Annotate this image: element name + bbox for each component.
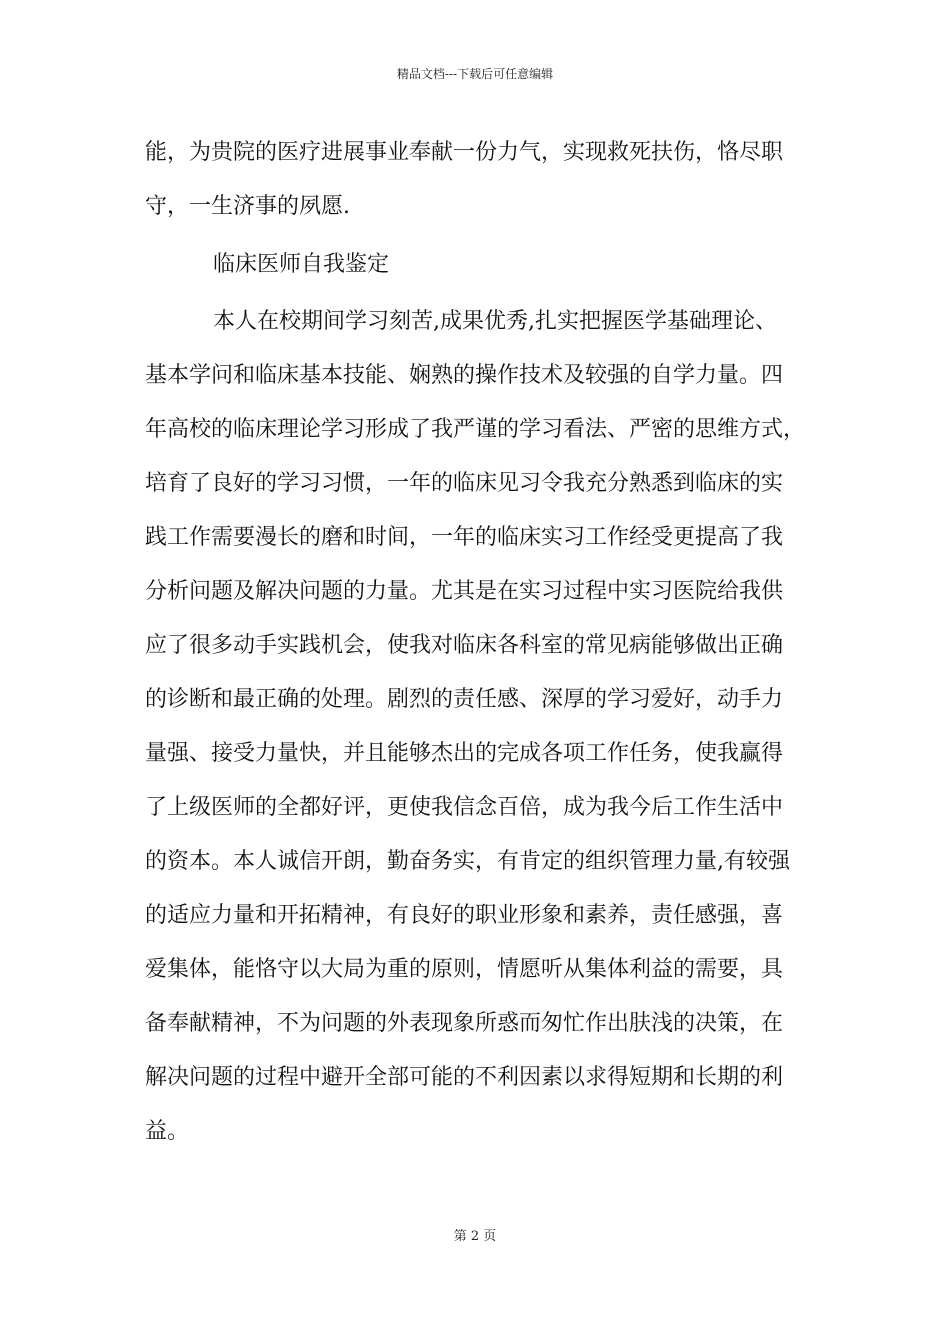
- paragraph-line: 守，一生济事的夙愿.: [145, 194, 350, 219]
- paragraph-line: 了上级医师的全都好评，更使我信念百倍，成为我今后工作生活中: [145, 795, 784, 820]
- paragraph-line: 的适应力量和开拓精神，有良好的职业形象和素养，责任感强，喜: [145, 903, 784, 928]
- page-number: 第 2 页: [453, 1229, 497, 1244]
- paragraph-line: 的诊断和最正确的处理。剧烈的责任感、深厚的学习爱好，动手力: [145, 687, 784, 712]
- paragraph-line: 解决问题的过程中避开全部可能的不利因素以求得短期和长期的利: [145, 1065, 784, 1090]
- paragraph-line: 量强、接受力量快，并且能够杰出的完成各项工作任务，使我赢得: [145, 741, 784, 766]
- paragraph-line: 备奉献精神，不为问题的外表现象所惑而匆忙作出肤浅的决策，在: [145, 1011, 784, 1036]
- paragraph-line: 能，为贵院的医疗进展事业奉献一份力气，实现救死扶伤，恪尽职: [145, 140, 784, 165]
- main-paragraph: [145, 295, 825, 1159]
- page-header: 精品文档---下载后可任意编辑: [396, 67, 554, 81]
- paragraph-line: 培育了良好的学习习惯，一年的临床见习令我充分熟悉到临床的实: [145, 471, 784, 496]
- paragraph-line: 本人在校期间学习刻苦,成果优秀,扎实把握医学基础理论、: [213, 309, 777, 334]
- paragraph-line: 年高校的临床理论学习形成了我严谨的学习看法、严密的思维方式，: [145, 417, 806, 442]
- paragraph-line: 益。: [145, 1119, 190, 1144]
- section-title: 临床医师自我鉴定: [213, 252, 390, 277]
- paragraph-line: 分析问题及解决问题的力量。尤其是在实习过程中实习医院给我供: [145, 579, 784, 604]
- paragraph-line: 践工作需要漫长的磨和时间，一年的临床实习工作经受更提高了我: [145, 525, 784, 550]
- intro-paragraph: [145, 126, 825, 234]
- paragraph-line: 应了很多动手实践机会，使我对临床各科室的常见病能够做出正确: [145, 633, 784, 658]
- paragraph-line: 基本学问和临床基本技能、娴熟的操作技术及较强的自学力量。四: [145, 363, 784, 388]
- paragraph-line: 爱集体，能恪守以大局为重的原则，情愿听从集体利益的需要，具: [145, 957, 784, 982]
- paragraph-line: 的资本。本人诚信开朗，勤奋务实，有肯定的组织管理力量,有较强: [145, 849, 790, 874]
